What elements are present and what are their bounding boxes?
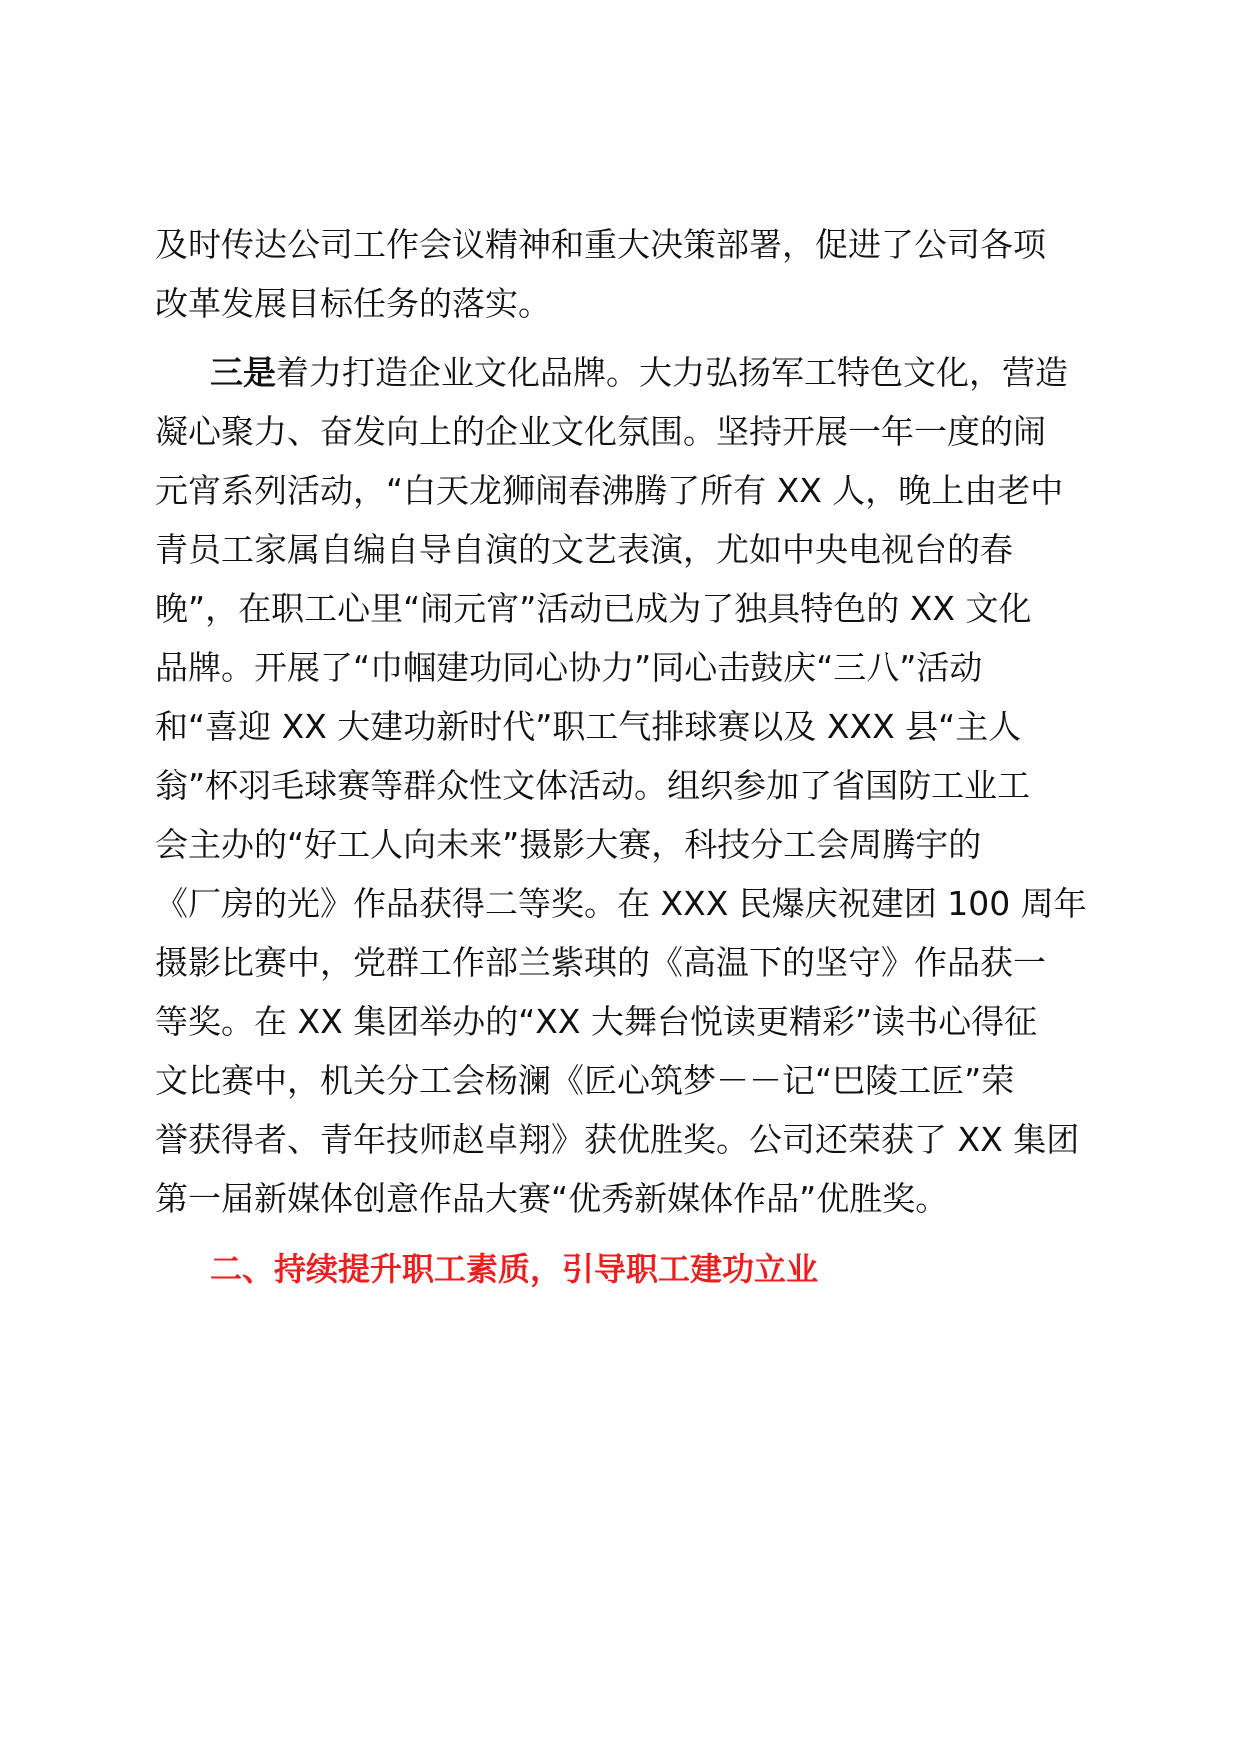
paragraph-first-line	[210, 352, 1150, 394]
body-text-line: 摄影比赛中，党群工作部兰紫琪的《高温下的坚守》作品获一	[155, 943, 1046, 982]
body-text-line: 晚”，在职工心里“闹元宵”活动已成为了独具特色的 XX 文化	[155, 589, 1032, 628]
body-text-line: 文比赛中，机关分工会杨澜《匠心筑梦－－记“巴陵工匠”荣	[155, 1061, 1015, 1100]
body-text-line: 第一届新媒体创意作品大赛“优秀新媒体作品”优胜奖。	[155, 1179, 949, 1218]
body-text-line: 改革发展目标任务的落实。	[155, 284, 551, 323]
body-text-line: 品牌。开展了“巾帼建功同心协力”同心击鼓庆“三八”活动	[155, 648, 983, 687]
body-text-line: 及时传达公司工作会议精神和重大决策部署，促进了公司各项	[155, 225, 1046, 264]
paragraph-lead-bold: 三是	[210, 353, 276, 392]
body-text-line: 会主办的“好工人向未来”摄影大赛，科技分工会周腾宇的	[155, 825, 982, 864]
body-text-line: 誉获得者、青年技师赵卓翔》获优胜奖。公司还荣获了 XX 集团	[155, 1120, 1080, 1159]
body-text-line: 等奖。在 XX 集团举办的“XX 大舞台悦读更精彩”读书心得征	[155, 1002, 1038, 1041]
body-text-line: 元宵系列活动，“白天龙狮闹春沸腾了所有 XX 人，晚上由老中	[155, 471, 1064, 510]
body-text: 着力打造企业文化品牌。大力弘扬军工特色文化，营造	[276, 353, 1068, 392]
body-text-line: 凝心聚力、奋发向上的企业文化氛围。坚持开展一年一度的闹	[155, 412, 1046, 451]
section-heading: 二、持续提升职工素质，引导职工建功立业	[210, 1250, 819, 1288]
body-text-line: 和“喜迎 XX 大建功新时代”职工气排球赛以及 XXX 县“主人	[155, 707, 1022, 746]
body-text-line: 翁”杯羽毛球赛等群众性文体活动。组织参加了省国防工业工	[155, 766, 1031, 805]
body-text-line: 青员工家属自编自导自演的文艺表演，尤如中央电视台的春	[155, 530, 1013, 569]
body-text-line: 《厂房的光》作品获得二等奖。在 XXX 民爆庆祝建团 100 周年	[155, 884, 1087, 923]
